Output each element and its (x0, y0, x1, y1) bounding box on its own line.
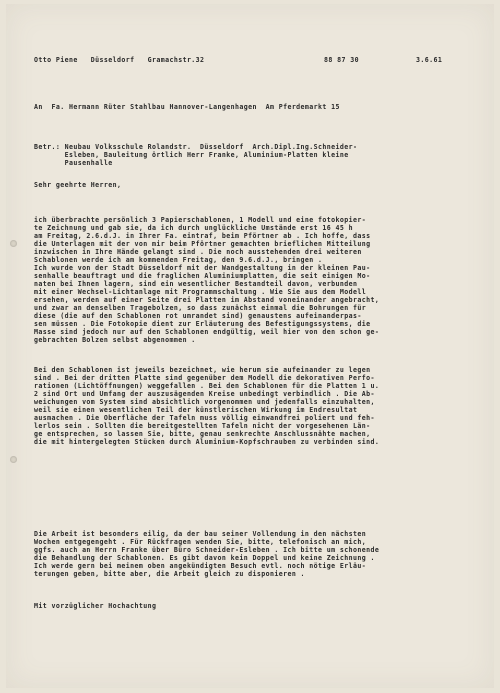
paragraph-line: ggfs. auch an Herrn Franke über Büro Schneider-Esleben . Ich bitte um schonende (34, 546, 380, 554)
paragraph-line: Ich wurde von der Stadt Düsseldorf mit der Wandgestaltung in der kleinen Pau- (34, 264, 371, 272)
paragraph-line: 2 sind Ort und Umfang der auszusägenden Kreise unbedingt verbindlich . Die Ab- (34, 390, 375, 398)
closing: Mit vorzüglicher Hochachtung (34, 602, 157, 610)
subject-line: Pausenhalle (34, 159, 113, 168)
paragraph-line: mit einer Wechsel-Lichtanlage mit Programmschaltung . Wie Sie aus dem Modell (34, 288, 367, 296)
paragraph-line: die Behandlung der Schablonen. Es gibt davon kein Doppel und keine Zeichnung . (34, 554, 375, 562)
paragraph-line: Schablonen werde ich am kommenden Freitag, den 9.6.d.J., bringen . (34, 256, 323, 264)
paragraph-line: weil sie einen wesentlichen Teil der künstlerischen Wirkung im Endresultat (34, 406, 358, 414)
paragraph-line: lerlos sein . Sollten die bereitgestellten Tafeln nicht der vorgesehenen Län- (34, 422, 371, 430)
paragraph-line: senhalle beauftragt und die fraglichen Aluminiumplatten, die seit einigen Mo- (34, 272, 371, 280)
paragraph-line: inzwischen in Ihre Hände gelangt sind . Die noch ausstehenden drei weiteren (34, 248, 362, 256)
paragraph-line: weichungen vom System sind absichtlich vorgenommen und jedenfalls einzuhalten, (34, 398, 375, 406)
paragraph-line: die Unterlagen mit der von mir beim Pförtner gemachten brieflichen Mitteilung (34, 240, 371, 248)
sender-address: Otto Piene Düsseldorf Gramachstr.32 (34, 56, 205, 64)
paragraph-line: rationen (Lichtöffnungen) weggefallen . Bei den Schablonen für die Platten 1 u. (34, 382, 380, 390)
paragraph-line: am Freitag, 2.6.d.J. in Ihrer Fa. eintraf, beim Pförtner ab . Ich hoffe, dass (34, 232, 371, 240)
paragraph-line: Die Arbeit ist besonders eilig, da der bau seiner Vollendung in den nächsten (34, 530, 367, 538)
paragraph-line: naten bei Ihnen lagern, sind ein wesentlicher Bestandteil davon, verbunden (34, 280, 358, 288)
punch-hole (10, 240, 17, 247)
paragraph-line: Bei den Schablonen ist jeweils bezeichnet, wie herum sie aufeinander zu legen (34, 366, 371, 374)
sender-phone: 88 87 30 (324, 56, 359, 64)
subject-line: Betr.: Neubau Volksschule Rolandstr. Düsseldorf Arch.Dipl.Ing.Schneider- (34, 143, 358, 151)
paragraph-line: gebrachten Bolzen selbst abgenommen . (34, 336, 196, 344)
paragraph-line: sen müssen . Die Fotokopie dient zur Erläuterung des Befestigungssystems, die (34, 320, 371, 328)
paragraph-line: und zwar an denselben Tragebolzen, so dass zunächst einmal die Bohrungen für (34, 304, 367, 312)
paragraph-line: ge entsprechen, so lassen Sie, bitte, genau senkrechte Anschlussnähte machen, (34, 430, 371, 438)
paragraph-line: ich überbrachte persönlich 3 Papierschablonen, 1 Modell und eine fotokopier- (34, 216, 367, 224)
paragraph-line: ersehen, werden auf einer Seite drei Platten im Abstand voneinander angebracht, (34, 296, 380, 304)
punch-hole (10, 456, 17, 463)
paragraph-line: diese (die auf den Schablonen rot umrandet sind) genaustens aufeinanderpas- (34, 312, 362, 320)
paragraph-line: Wochen entgegengeht . Für Rückfragen wenden Sie, bitte, telefonisch an mich, (34, 538, 367, 546)
paragraph-line: die mit hintergelegten Stücken durch Aluminium-Kopfschrauben zu verbinden sind. (34, 438, 380, 446)
paragraph-line: te Zeichnung und gab sie, da ich durch unglückliche Umstände erst 16 45 h (34, 224, 353, 232)
paragraph-line: Ich werde gern bei meinem oben angekündigten Besuch evtl. noch nötige Erläu- (34, 562, 367, 570)
paragraph-line: sind . Bei der dritten Platte sind gegenüber dem Modell die dekorativen Perfo- (34, 374, 375, 382)
paragraph-line: ausmachen . Die Oberfläche der Tafeln muss völlig einwandfrei poliert und feh- (34, 414, 375, 422)
subject-line: Esleben, Bauleitung örtlich Herr Franke, Aluminium-Platten kleine (34, 151, 349, 160)
letter-page (6, 4, 494, 688)
paragraph-line: Masse sind jedoch nur auf den Schablonen endgültig, weil hier von den schon ge- (34, 328, 380, 336)
recipient-address: An Fa. Hermann Rüter Stahlbau Hannover-Langenhagen Am Pferdemarkt 15 (34, 103, 340, 111)
letter-date: 3.6.61 (416, 56, 443, 64)
salutation: Sehr geehrte Herren, (34, 181, 122, 189)
paragraph-line: terungen geben, bitte aber, die Arbeit gleich zu disponieren . (34, 570, 305, 578)
